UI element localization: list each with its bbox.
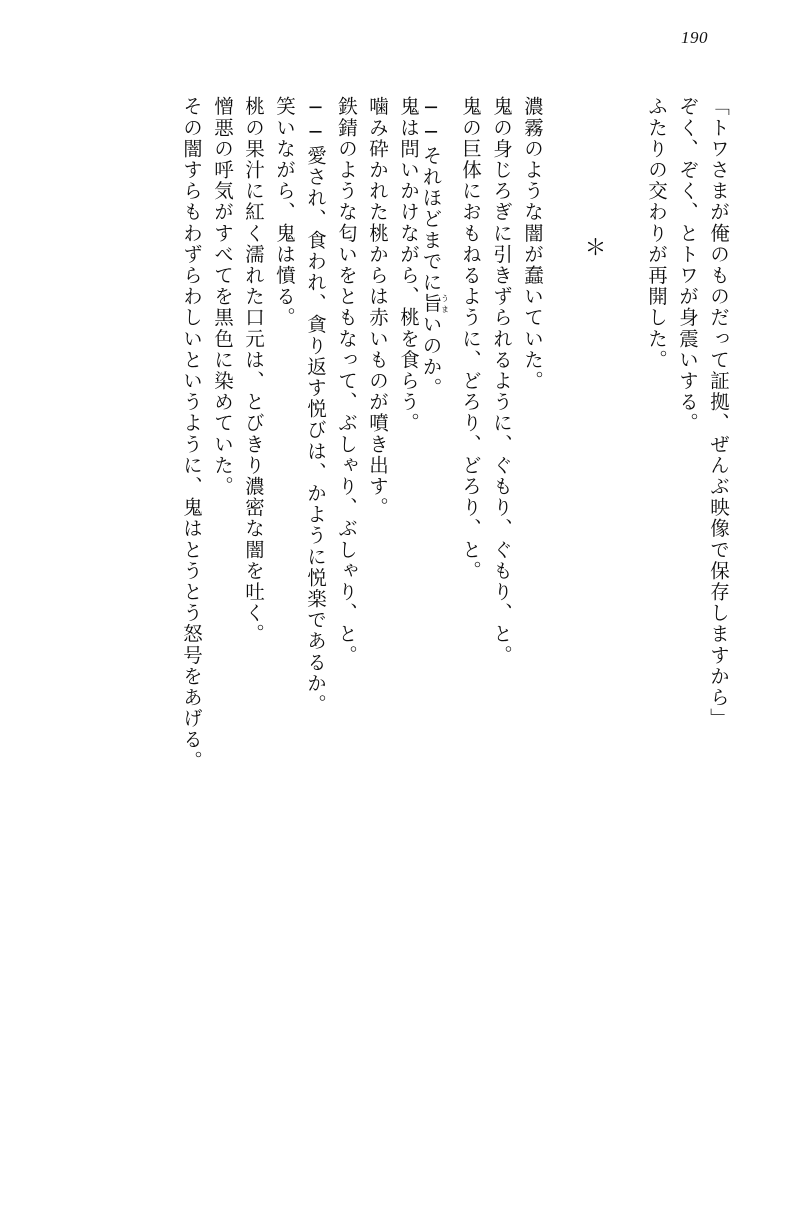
text-column: 鬼の巨体におもねるように、どろり、どろり、と。 <box>459 96 482 582</box>
vertical-text-body <box>52 96 728 1080</box>
page-number: 190 <box>681 28 708 47</box>
text-column: 鬼は問いかけながら、桃を食らう。 <box>397 96 420 434</box>
text-column: 濃霧のような闇が蠢いていた。 <box>521 96 544 392</box>
text-column: 噛み砕かれた桃からは赤いものが噴き出す。 <box>366 96 389 518</box>
text-column: ──それほどまでに旨うまいのか。 <box>419 96 450 399</box>
blank-column <box>542 96 573 1080</box>
text-column: 鉄錆のような匂いをともなって、ぶしゃり、ぶしゃり、と。 <box>335 96 358 666</box>
text-column: ふたりの交わりが再開した。 <box>645 96 668 371</box>
text-column: ぞく、ぞく、とトワが身震いする。 <box>676 96 699 434</box>
blank-column <box>604 96 635 1080</box>
text-column: 笑いながら、鬼は憤る。 <box>273 96 296 329</box>
text-column: 「トワさまが俺のものだって証拠、ぜんぶ映像で保存しますから」 <box>707 96 730 729</box>
text-column: 桃の果汁に紅く濡れた口元は、とびきり濃密な闇を吐く。 <box>242 96 265 645</box>
scene-break-asterisk: ＊ <box>581 236 606 258</box>
ruby-annotation: 旨うま <box>419 292 450 315</box>
text-column: ──愛され、食われ、貪り返す悦びは、かように悦楽であるか。 <box>304 96 327 715</box>
text-column: 鬼の身じろぎに引きずられるように、ぐもり、ぐもり、と。 <box>490 96 513 666</box>
text-column: その闇すらもわずらわしいというように、鬼はとうとう怒号をあげる。 <box>180 96 203 772</box>
text-column: 憎悪の呼気がすべてを黒色に染めていた。 <box>211 96 234 497</box>
